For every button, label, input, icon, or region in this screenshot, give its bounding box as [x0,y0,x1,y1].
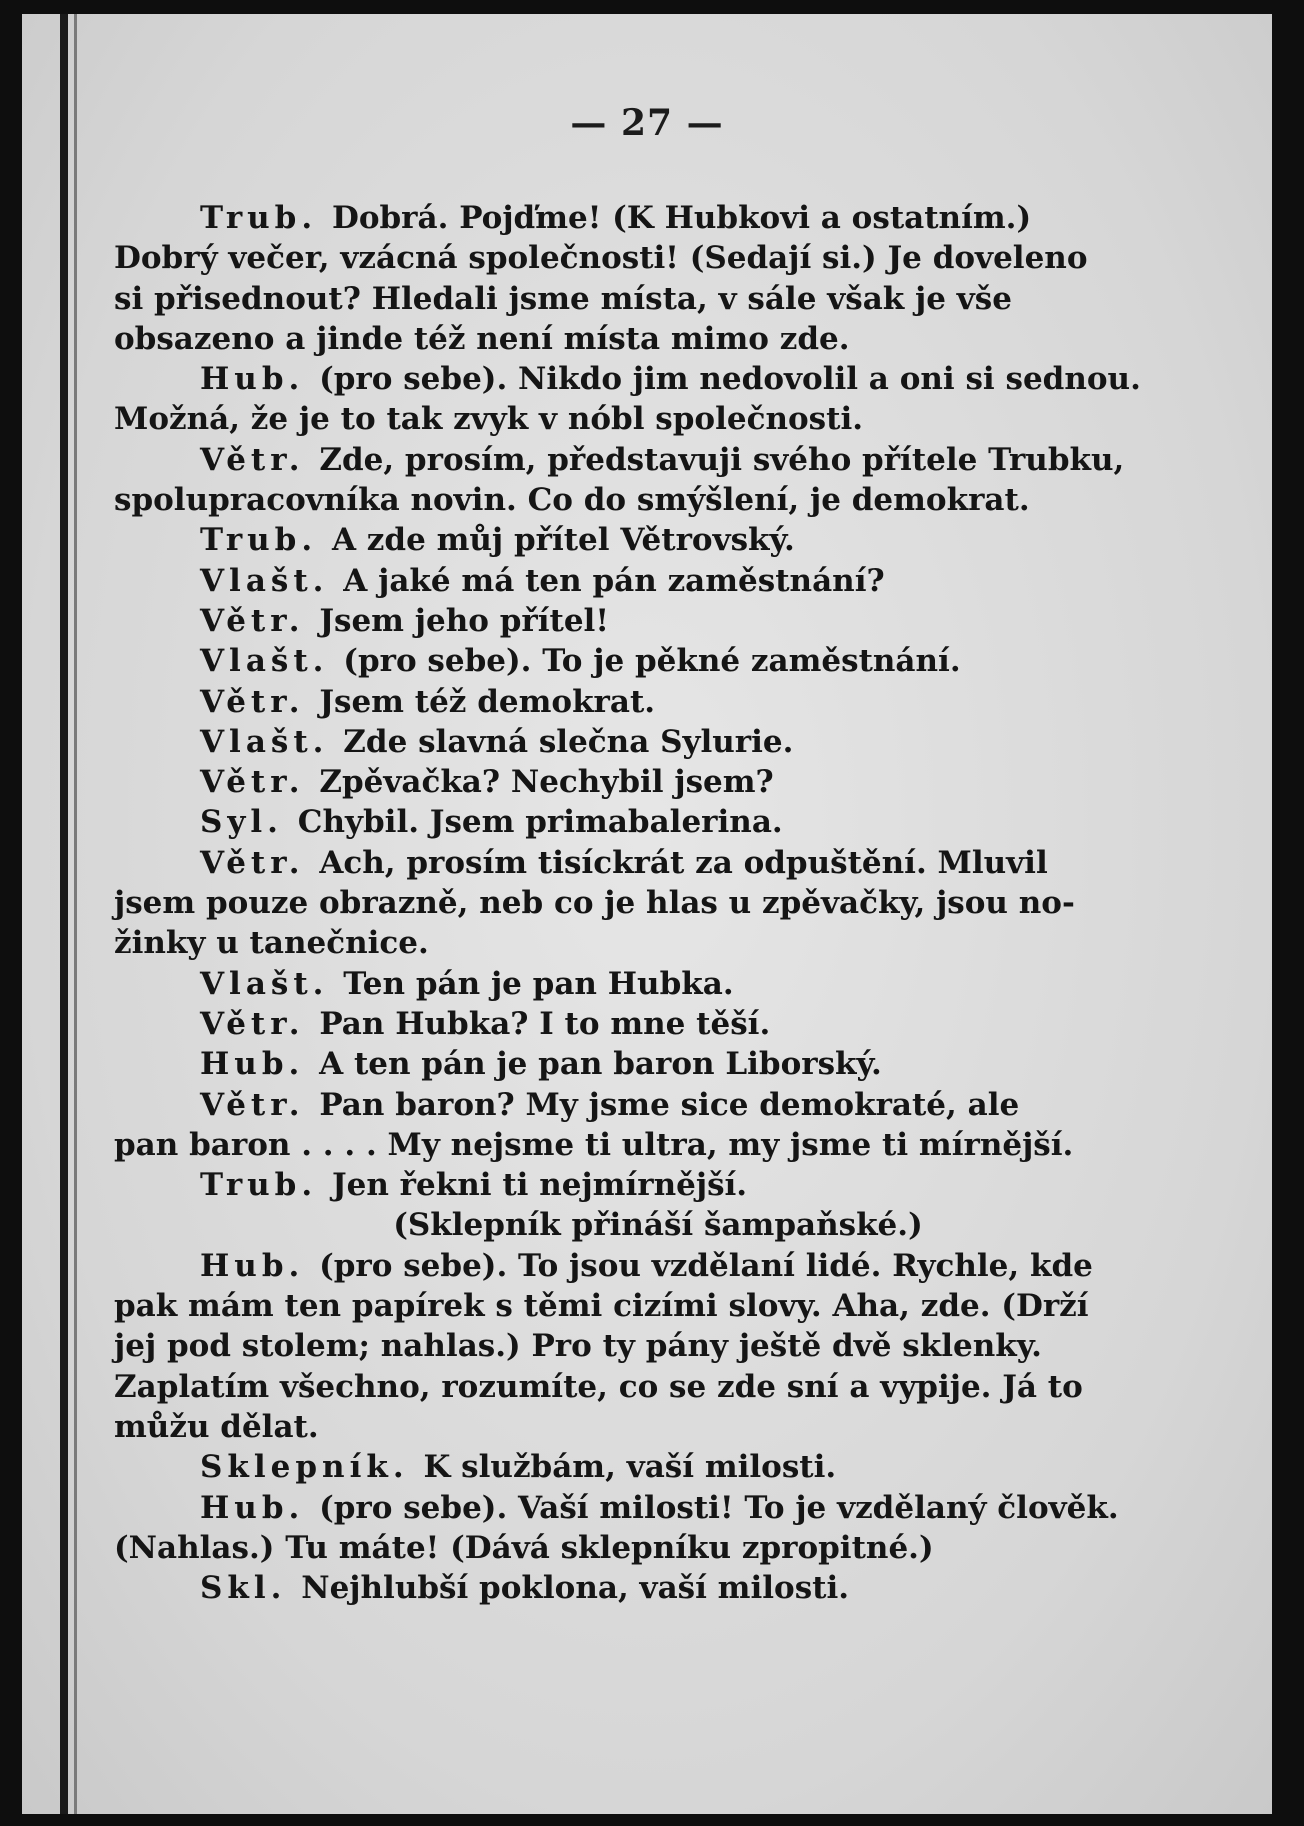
dialogue-paragraph [114,682,1162,722]
speaker-name: Syl. [200,804,283,841]
dialogue-text: Jen řekni ti nejmírnější. [331,1167,748,1204]
speaker-name: Skl. [200,1570,287,1607]
page-gutter-edge [60,14,68,1814]
dialogue-paragraph [114,601,1162,641]
speaker-name: Trub. [200,522,318,559]
dialogue-paragraph [114,1165,1162,1205]
dialogue-text: Jsem též demokrat. [319,683,656,720]
speaker-name: Vlašt. [200,643,329,680]
speaker-name: Větr. [200,602,305,639]
dialogue-text: Nejhlubší poklona, vaší milosti. [301,1570,850,1607]
dialogue-text: A zde můj přítel Větrovský. [331,522,795,559]
speaker-name: Hub. [200,1489,305,1526]
dialogue-text: Pan Hubka? I to mne těší. [319,1005,771,1042]
speaker-name: Větr. [200,683,305,720]
speaker-name: Trub. [200,1167,318,1204]
dialogue-paragraph [114,762,1162,802]
speaker-name: Vlašt. [200,562,329,599]
dialogue-paragraph: Hub. (pro sebe). To jsou vzdělaní lidé. Rychle, kde pak mám ten papírek s těmi cizími slovy. Aha, zde. (Drží jej pod stolem; nahlas.) Pro ty pány ještě dvě sklenky. Zaplatím všechno, rozumíte, co se zde sní a vypije. Já to můžu dělat. [114,1247,1093,1445]
dialogue-text: Chybil. Jsem primabalerina. [297,804,783,841]
dialogue-paragraph [114,1447,1162,1487]
dialogue-paragraph [114,641,1162,681]
dialogue-text: Zpěvačka? Nechybil jsem? [319,764,774,801]
dialogue-paragraph [114,1004,1162,1044]
speaker-name: Vlašt. [200,723,329,760]
speaker-name: Větr. [200,844,305,881]
stage-direction: (Sklepník přináší šampaňské.) [393,1207,923,1244]
dialogue-paragraph [114,1568,1162,1608]
speaker-name: Větr. [200,1005,305,1042]
dialogue-text: Zde slavná slečna Sylurie. [343,723,794,760]
dialogue-paragraph [114,520,1162,560]
speaker-name: Větr. [200,1086,305,1123]
dialogue-paragraph: Větr. Ach, prosím tisíckrát za odpuštění. Mluvil jsem pouze obrazně, neb co je hlas u zpěvačky, jsou no- žinky u tanečnice. [114,844,1075,962]
dialogue-paragraph: Větr. Zde, prosím, představuji svého přítele Trubku, spolupracovníka novin. Co do smýšlení, je demokrat. [114,441,1125,519]
dialogue-paragraph [114,722,1162,762]
speaker-name: Vlašt. [200,965,329,1002]
speaker-name: Větr. [200,441,305,478]
dialogue-paragraph: Hub. (pro sebe). Nikdo jim nedovolil a oni si sednou. Možná, že je to tak zvyk v nóbl společnosti. [114,361,1141,438]
speaker-name: Trub. [200,200,318,236]
dialogue-paragraph: Hub. (pro sebe). Vaší milosti! To je vzdělaný člověk. (Nahlas.) Tu máte! (Dává sklepníku zpropitné.) [114,1489,1119,1566]
dialogue-paragraph: Trub. Dobrá. Pojďme! (K Hubkovi a ostatním.) Dobrý večer, vzácná společnosti! (Sedají si.) Je doveleno si přisednout? Hledali jsme místa, v sále však je vše obsazeno a jinde též není místa mimo zde. [114,200,1088,357]
dialogue-paragraph [114,964,1162,1004]
speaker-name: Hub. [200,361,305,398]
speaker-name: Větr. [200,764,305,801]
page-number: — 27 — [570,102,724,144]
dialogue-text: A jaké má ten pán zaměstnání? [343,562,885,599]
dialogue-text: Jsem jeho přítel! [319,602,609,639]
dialogue-paragraph [114,1044,1162,1084]
dialogue-paragraph: Větr. Pan baron? My jsme sice demokraté, ale pan baron . . . . My nejsme ti ultra, my jsme ti mírnější. [114,1086,1074,1163]
dialogue-paragraph [114,561,1162,601]
dialogue-text: K službám, vaší milosti. [423,1449,837,1486]
speaker-name: Sklepník. [200,1449,409,1486]
speaker-name: Hub. [200,1046,305,1083]
page-gutter-shadow [74,14,77,1814]
book-page [22,14,1272,1814]
dialogue-text: A ten pán je pan baron Liborský. [319,1046,882,1083]
page-body-text [114,198,1162,1608]
dialogue-text: (pro sebe). To je pěkné zaměstnání. [343,643,961,680]
dialogue-text: Ten pán je pan Hubka. [343,965,734,1002]
dialogue-paragraph [114,802,1162,842]
speaker-name: Hub. [200,1247,305,1284]
